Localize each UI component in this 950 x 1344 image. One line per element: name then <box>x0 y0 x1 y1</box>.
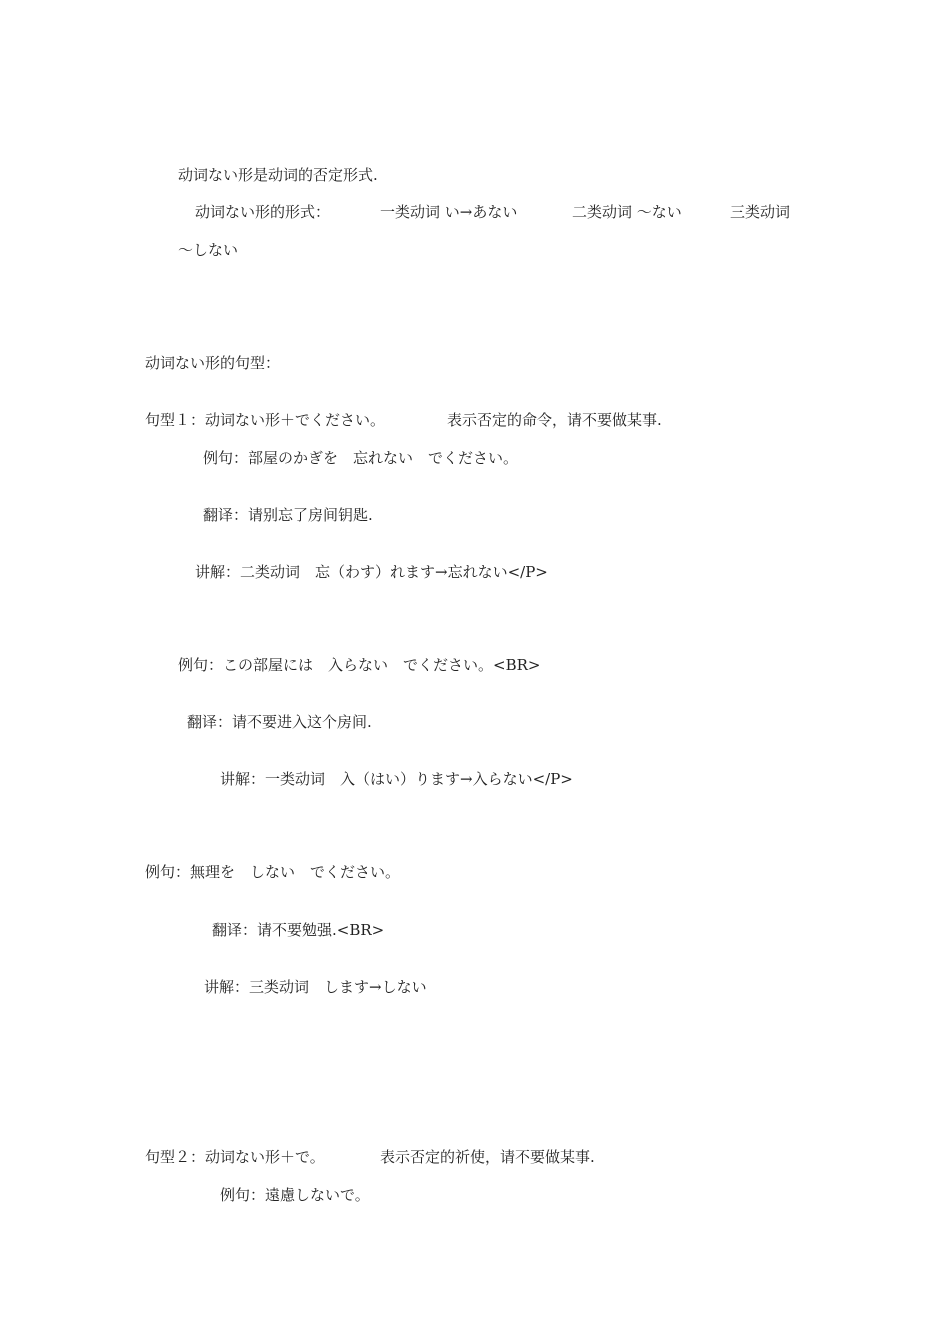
form-type2: 二类动词 ～ない <box>572 203 682 221</box>
example-sentence: 例句：遠慮しないで。 <box>220 1186 370 1204</box>
example-sentence: 例句：部屋のかぎを 忘れない でください。 <box>203 449 519 467</box>
example-sentence: 例句：この部屋には 入らない でください。<BR> <box>178 656 541 674</box>
forms-label: 动词ない形的形式： <box>195 203 331 221</box>
form-type3-cont: ～しない <box>178 241 239 259</box>
example-explanation: 讲解：三类动词 します→しない <box>204 978 427 996</box>
form-type1: 一类动词 い→あない <box>380 203 518 221</box>
pattern1-meaning: 表示否定的命令，请不要做某事. <box>447 411 662 429</box>
example-translation: 翻译：请不要勉强.<BR> <box>212 921 385 939</box>
pattern2-structure: 句型２：动词ない形＋で。 <box>145 1148 325 1166</box>
example-translation: 翻译：请不要进入这个房间. <box>187 713 372 731</box>
example-explanation: 讲解：一类动词 入（はい）ります→入らない</P> <box>220 770 573 788</box>
example-translation: 翻译：请别忘了房间钥匙. <box>203 506 373 524</box>
form-type3: 三类动词 <box>730 203 791 221</box>
pattern1-structure: 句型１：动词ない形＋でください。 <box>145 411 386 429</box>
patterns-heading: 动词ない形的句型： <box>145 354 281 372</box>
example-sentence: 例句：無理を しない でください。 <box>145 863 401 881</box>
pattern2-meaning: 表示否定的祈使，请不要做某事. <box>380 1148 595 1166</box>
intro-line: 动词ない形是动词的否定形式. <box>178 166 378 184</box>
example-explanation: 讲解：二类动词 忘（わす）れます→忘れない</P> <box>195 563 548 581</box>
